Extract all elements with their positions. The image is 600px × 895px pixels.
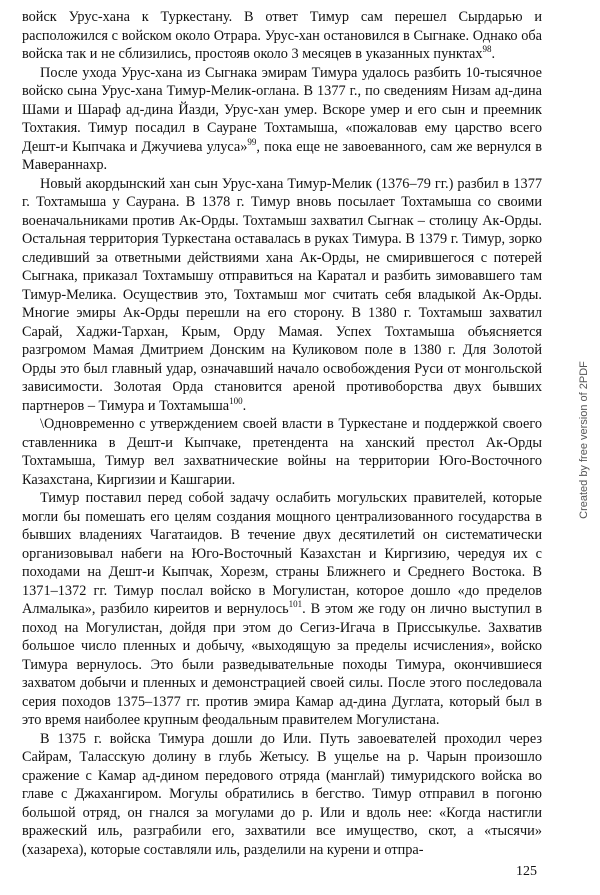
paragraph-1 (22, 8, 542, 64)
page-number: 125 (516, 864, 537, 879)
paragraph-5-text: Тимур поставил перед собой задачу ослабить могульских правителей, которые могли бы помешать его целям создания мощного централизованного государства в бывших владениях Чагатаидов. В течение двух десятилетий он систематически организовывал набеги на Юго-Восточный Казахстан и Киргизию, чередуя их с походами на Дешт-и Кыпчак, Хорезм, страны Ближнего и Среднего Востока. В 1371–1372 гг. Тимур послал войско в Могулистан, которое дошло «до пределов Алмалыка», разбило киреитов и вернулось (22, 490, 542, 617)
paragraph-5 (22, 489, 542, 730)
paragraph-1-text: войск Урус-хана к Туркестану. В ответ Тимур сам перешел Сырдарью и расположился с войском около Отрара. Урус-хан остановился в Сыгнаке. Однако оба войска так и не сблизились, простояв около 3 месяцев в указанных пунктах (22, 9, 542, 62)
paragraph-5-tail: . В этом же году он лично выступил в поход на Могулистан, дойдя при этом до Сегиз-Игача в Приссыкулье. Захватив большое число пленных и добычу, «выходящую за пределы исчисления», войско Тимура вернулось. Это были разведывательные походы Тимура, окончившиеся захватом добычи и пленных и демонстрацией своей силы. После этого последовала серия походов 1375–1377 гг. против эмира Камар ад-дина Дуглата, который был в это время наиболее крупным феодальным правителем Могулистана. (22, 601, 542, 728)
footnote-ref-99: 99 (247, 136, 257, 147)
paragraph-3-tail: . (242, 397, 247, 414)
footnote-ref-101: 101 (288, 599, 303, 610)
footnote-ref-98: 98 (482, 44, 492, 55)
paragraph-6-text: В 1375 г. войска Тимура дошли до Или. Путь завоевателей проходил через Сайрам, Таласскую долину в глубь Жетысу. В ущелье на р. Чарын произошло сражение с Камар ад-дином передового отряда (манглай) тимуридского войска во главе с Джахангиром. Могулы обратились в бегство. Тимур отправил в погоню большой отряд, он гнался за могулами до р. Или и вдоль нее: «Когда настигли вражеский иль, разграбили его, захватили все имущество, скот, а «тысячи» (хазареха), которые составляли иль, разделили на курени и отпра- (22, 730, 542, 858)
paragraph-3 (22, 175, 542, 416)
page-text-column (22, 8, 542, 859)
paragraph-3-text: Новый акордынский хан сын Урус-хана Тимур-Мелик (1376–79 гг.) разбил в 1377 г. Тохтамыша у Саурана. В 1378 г. Тимур вновь посылает Тохтамыша со своими военачальниками против Ак-Орды. Тохтамыш захватил Сыгнак – столицу Ак-Орды. Остальная территория Туркестана оставалась в руках Тимура. В 1379 г. Тимур, зорко следивший за ответными действиями хана Ак-Орды, не смирившегося с потерей Сыгнака, приказал Тохтамышу отправиться на Каратал и разбить зимовавшего там Тимур-Мелика. Осуществив это, Тохтамыш мог считать себя владыкой Ак-Орды. Многие эмиры Ак-Орды перешли на его сторону. В 1380 г. Тохтамыш захватил Сарай, Хаджи-Тархан, Крым, Орду Мамая. Успех Тохтамыша объясняется разгромом Мамая Дмитрием Донским на Куликовом поле в 1380 г. Для Золотой Орды это был главный удар, означавший начало освобождения Руси от монгольской зависимости. Золотая Орда становится ареной противоборства двух бывших партнеров – Тимура и Тохтамыша (22, 175, 542, 414)
footnote-ref-100: 100 (229, 395, 243, 406)
paragraph-4-text: \Одновременно с утверждением своей власти в Туркестане и поддержкой своего ставленника в Дешт-и Кыпчаке, претендента на ханский престол Ак-Орды Тохтамыша, Тимур вел захватнические войны на территории Юго-Восточного Казахстана, Киргизии и Кашгарии. (22, 416, 542, 488)
paragraph-6 (22, 730, 542, 860)
paragraph-2 (22, 64, 542, 175)
paragraph-4 (22, 415, 542, 489)
paragraph-2-text: После ухода Урус-хана из Сыгнака эмирам Тимура удалось разбить 10-тысячное войско сына Урус-хана Тимур-Мелик-оглана. В 1377 г., по сведениям Низам ад-дина Шами и Шараф ад-дина Йазди, Урус-хан умер. Вскоре умер и его сын и преемник Тохтакия. Тимур посадил в Сауране Тохтамыша, «пожаловав ему царство всего Дешт-и Кыпчака и Джучиева улуса» (22, 64, 542, 155)
watermark-side-note: Created by free version of 2PDF (578, 361, 590, 519)
paragraph-1-tail: . (491, 46, 496, 62)
paragraph-2-tail: , пока еще не завоеванного, сам же вернулся в Мавераннахр. (22, 138, 543, 173)
